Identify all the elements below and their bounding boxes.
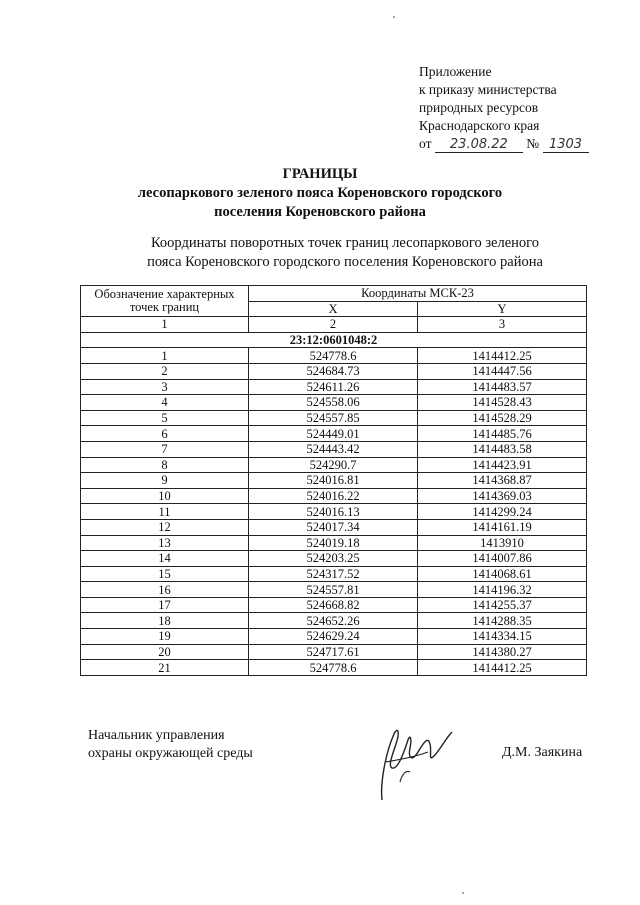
- point-number: 21: [81, 660, 249, 676]
- title-line: лесопаркового зеленого пояса Кореновского городского: [137, 185, 503, 201]
- point-number: 7: [81, 441, 249, 457]
- x-coordinate: 524016.22: [249, 488, 418, 504]
- x-coordinate: 524443.42: [249, 441, 418, 457]
- header-x: X: [249, 301, 418, 317]
- y-coordinate: 1414485.76: [418, 426, 587, 442]
- y-coordinate: 1414412.25: [418, 348, 587, 364]
- table-row: [81, 473, 587, 489]
- point-number: 4: [81, 395, 249, 411]
- table-row: [81, 504, 587, 520]
- table-row: [81, 410, 587, 426]
- column-number: 1: [81, 317, 249, 333]
- table-row: [81, 441, 587, 457]
- point-number: 20: [81, 644, 249, 660]
- scan-speck: [462, 892, 464, 894]
- x-coordinate: 524611.26: [249, 379, 418, 395]
- y-coordinate: 1414161.19: [418, 519, 587, 535]
- y-coordinate: 1414412.25: [418, 660, 587, 676]
- y-coordinate: 1414007.86: [418, 551, 587, 567]
- handwritten-signature: [372, 722, 462, 802]
- y-coordinate: 1414483.57: [418, 379, 587, 395]
- table-row: [81, 644, 587, 660]
- table-row: [81, 597, 587, 613]
- coordinates-table: [80, 285, 587, 676]
- table-row: [81, 629, 587, 645]
- point-number: 8: [81, 457, 249, 473]
- point-number: 6: [81, 426, 249, 442]
- appendix-block: [419, 63, 589, 153]
- position-line: Начальник управления: [88, 728, 225, 743]
- x-coordinate: 524652.26: [249, 613, 418, 629]
- y-coordinate: 1414369.03: [418, 488, 587, 504]
- point-number: 3: [81, 379, 249, 395]
- scan-speck: [393, 16, 395, 18]
- y-coordinate: 1414068.61: [418, 566, 587, 582]
- header-point-designation: Обозначение характерных точек границ: [81, 286, 249, 317]
- appendix-line: природных ресурсов: [419, 100, 539, 115]
- y-coordinate: 1414447.56: [418, 363, 587, 379]
- point-number: 16: [81, 582, 249, 598]
- x-coordinate: 524016.13: [249, 504, 418, 520]
- y-coordinate: 1414380.27: [418, 644, 587, 660]
- x-coordinate: 524684.73: [249, 363, 418, 379]
- point-number: 10: [81, 488, 249, 504]
- y-coordinate: 1414368.87: [418, 473, 587, 489]
- point-number: 14: [81, 551, 249, 567]
- header-y: Y: [418, 301, 587, 317]
- order-number: 1303: [543, 137, 589, 153]
- point-number: 18: [81, 613, 249, 629]
- table-row: [81, 519, 587, 535]
- point-number: 2: [81, 363, 249, 379]
- position-line: охраны окружающей среды: [88, 746, 253, 761]
- point-number: 13: [81, 535, 249, 551]
- column-number: 3: [418, 317, 587, 333]
- point-number: 19: [81, 629, 249, 645]
- x-coordinate: 524019.18: [249, 535, 418, 551]
- table-row: [81, 535, 587, 551]
- x-coordinate: 524017.34: [249, 519, 418, 535]
- point-number: 5: [81, 410, 249, 426]
- x-coordinate: 524778.6: [249, 348, 418, 364]
- title-line: ГРАНИЦЫ: [282, 166, 358, 182]
- point-number: 17: [81, 597, 249, 613]
- title-line: поселения Кореновского района: [214, 204, 426, 220]
- point-number: 12: [81, 519, 249, 535]
- date-prefix: от: [419, 136, 432, 151]
- number-prefix: №: [526, 136, 540, 151]
- y-coordinate: 1414528.43: [418, 395, 587, 411]
- table-row: [81, 488, 587, 504]
- y-coordinate: 1414196.32: [418, 582, 587, 598]
- appendix-date-line: [419, 135, 589, 153]
- table-row: [81, 660, 587, 676]
- x-coordinate: 524449.01: [249, 426, 418, 442]
- signatory-name: Д.М. Заякина: [502, 745, 583, 760]
- x-coordinate: 524016.81: [249, 473, 418, 489]
- table-row: [81, 348, 587, 364]
- table-row: [81, 566, 587, 582]
- y-coordinate: 1414255.37: [418, 597, 587, 613]
- x-coordinate: 524668.82: [249, 597, 418, 613]
- y-coordinate: 1414423.91: [418, 457, 587, 473]
- table-row: [81, 379, 587, 395]
- header-coordinates: Координаты МСК-23: [249, 286, 587, 302]
- y-coordinate: 1414483.58: [418, 441, 587, 457]
- y-coordinate: 1414528.29: [418, 410, 587, 426]
- caption-line: пояса Кореновского городского поселения Кореновского района: [147, 254, 543, 270]
- x-coordinate: 524629.24: [249, 629, 418, 645]
- x-coordinate: 524558.06: [249, 395, 418, 411]
- table-row: [81, 363, 587, 379]
- table-caption: [60, 234, 630, 272]
- signatory-position: [88, 727, 253, 763]
- x-coordinate: 524557.85: [249, 410, 418, 426]
- table-row: [81, 613, 587, 629]
- table-row: [81, 457, 587, 473]
- appendix-line: к приказу министерства: [419, 82, 557, 97]
- column-number: 2: [249, 317, 418, 333]
- x-coordinate: 524203.25: [249, 551, 418, 567]
- x-coordinate: 524778.6: [249, 660, 418, 676]
- y-coordinate: 1414299.24: [418, 504, 587, 520]
- x-coordinate: 524557.81: [249, 582, 418, 598]
- table-row: [81, 582, 587, 598]
- point-number: 9: [81, 473, 249, 489]
- x-coordinate: 524717.61: [249, 644, 418, 660]
- table-row: [81, 395, 587, 411]
- table-row: [81, 426, 587, 442]
- document-title: [0, 165, 640, 222]
- cadastral-number: 23:12:0601048:2: [81, 332, 587, 348]
- x-coordinate: 524290.7: [249, 457, 418, 473]
- point-number: 15: [81, 566, 249, 582]
- point-number: 1: [81, 348, 249, 364]
- point-number: 11: [81, 504, 249, 520]
- caption-line: Координаты поворотных точек границ лесопаркового зеленого: [150, 235, 540, 251]
- x-coordinate: 524317.52: [249, 566, 418, 582]
- appendix-line: Краснодарского края: [419, 118, 540, 133]
- y-coordinate: 1413910: [418, 535, 587, 551]
- order-date: 23.08.22: [435, 137, 523, 153]
- y-coordinate: 1414334.15: [418, 629, 587, 645]
- table-row: [81, 551, 587, 567]
- y-coordinate: 1414288.35: [418, 613, 587, 629]
- appendix-line: Приложение: [419, 64, 492, 79]
